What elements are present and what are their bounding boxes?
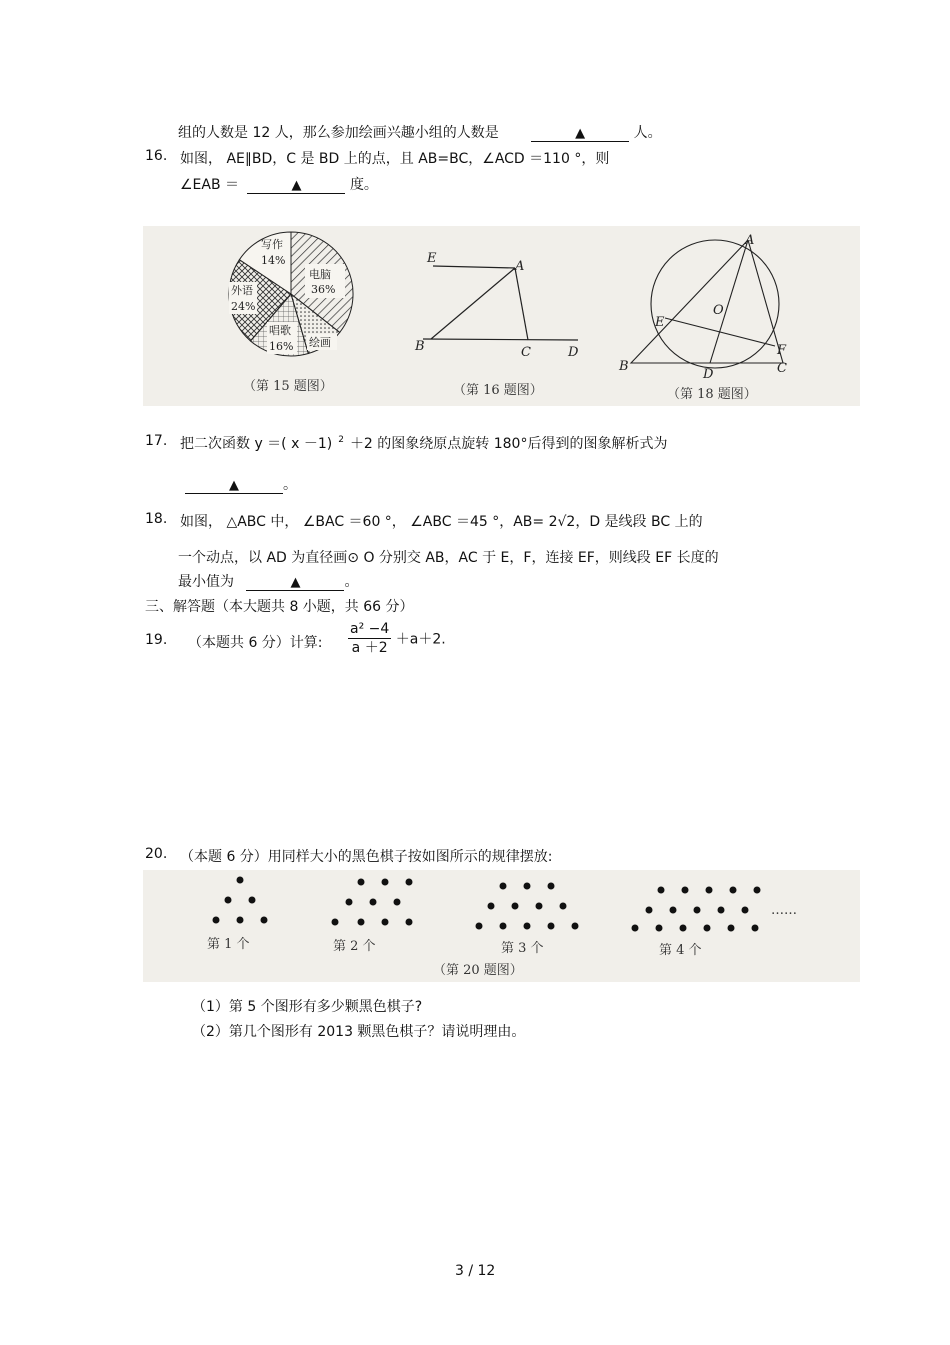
pie-pct-computer: 36%: [311, 283, 336, 296]
fig20-piece: [332, 919, 339, 926]
fig20-piece: [358, 919, 365, 926]
fig20-piece: [548, 923, 555, 930]
q19-expression: [348, 620, 446, 657]
pie-chart: [229, 232, 353, 394]
q19-fraction: [348, 620, 391, 657]
fig18-point-O: O: [713, 303, 724, 318]
caption-fig20: （第 20 题图）: [433, 963, 523, 978]
caption-fig15: （第 15 题图）: [243, 379, 333, 394]
q19-numerator: a² −4: [350, 621, 390, 637]
pie-label-singing: 唱歌: [269, 324, 291, 337]
figure-18: [631, 240, 783, 368]
fig20-piece: [406, 879, 413, 886]
fig20-piece: [524, 883, 531, 890]
fig18-point-C: C: [777, 361, 787, 376]
fig20-piece: [358, 879, 365, 886]
fig18-point-D: D: [703, 367, 714, 382]
q16-line2: [180, 174, 378, 194]
fig20-piece: [632, 925, 639, 932]
fig20-piece: [670, 907, 677, 914]
fig20-piece: [406, 919, 413, 926]
fig20-piece: [704, 925, 711, 932]
q18-min-label: 最小值为: [178, 574, 234, 590]
fig20-piece: [500, 923, 507, 930]
fig20-ellipsis: ……: [771, 903, 797, 918]
fig20-piece: [656, 925, 663, 932]
fig20-piece: [718, 907, 725, 914]
fig20-piece: [572, 923, 579, 930]
fig20-piece: [754, 887, 761, 894]
q17-text2: ＋2 的图象绕原点旋转 180°后得到的图象解析式为: [349, 436, 668, 452]
fig16-point-A: A: [515, 259, 525, 274]
fig20-piece: [730, 887, 737, 894]
fig20-label-3: 第 3 个: [501, 941, 544, 956]
figures-15-16-18: [143, 226, 860, 406]
q19-tail: ＋a＋2.: [395, 631, 446, 648]
figure-20-svg: [143, 870, 860, 982]
q18-text: 如图， △ABC 中， ∠BAC ＝60 °， ∠ABC ＝45 °，AB= 2√2，D 是线段 BC 上的: [180, 514, 703, 530]
q17-text: 把二次函数 y ＝( x －1): [180, 436, 333, 452]
q20-number: 20.: [145, 846, 168, 862]
fig20-label-2: 第 2 个: [333, 939, 376, 954]
fig20-piece: [706, 887, 713, 894]
q17-answer-line: [185, 474, 297, 494]
fig20-piece: [225, 897, 232, 904]
fig20-piece: [646, 907, 653, 914]
fig20-piece: [680, 925, 687, 932]
q15-tail-line: [178, 122, 662, 142]
q15-unit: 人。: [633, 125, 662, 141]
fig20-piece: [742, 907, 749, 914]
fig18-point-B: B: [619, 359, 629, 374]
fig16-point-C: C: [521, 345, 531, 360]
q18-line2: 一个动点，以 AD 为直径画⊙ O 分别交 AB，AC 于 E，F，连接 EF，则线段 EF 长度的: [178, 550, 719, 566]
q19-denominator: a ＋2: [351, 640, 388, 656]
answer-blank: ▲: [246, 575, 344, 591]
page-number: 3 / 12: [455, 1263, 496, 1279]
q19-text: （本题共 6 分）计算:: [188, 635, 323, 651]
fig20-piece: [237, 877, 244, 884]
fig20-piece: [213, 917, 220, 924]
fig16-point-E: E: [427, 251, 437, 266]
fig20-piece: [370, 899, 377, 906]
q17-number: 17.: [145, 433, 168, 449]
caption-fig18: （第 18 题图）: [667, 387, 757, 402]
fig20-piece: [261, 917, 268, 924]
pie-pct-foreign: 24%: [231, 300, 256, 313]
fig20-piece: [476, 923, 483, 930]
pie-label-foreign: 外语: [231, 284, 253, 297]
q18-line3: [178, 571, 358, 591]
fig20-label-4: 第 4 个: [659, 943, 702, 958]
caption-fig16: （第 16 题图）: [453, 383, 543, 398]
fig20-piece: [752, 925, 759, 932]
q17-line1: [180, 433, 667, 453]
fig20-label-1: 第 1 个: [207, 937, 250, 952]
pie-pct-writing: 14%: [261, 254, 286, 267]
q17-exponent: 2: [338, 435, 344, 446]
pie-label-writing: 写作: [261, 238, 283, 251]
fig20-piece: [548, 883, 555, 890]
figure-20: [143, 870, 860, 982]
fig20-piece: [237, 917, 244, 924]
fig16-point-D: D: [568, 345, 579, 360]
q18-number: 18.: [145, 511, 168, 527]
fig20-piece: [500, 883, 507, 890]
fig18-point-F: F: [777, 343, 787, 358]
q17-end: 。: [283, 477, 297, 493]
pie-pct-singing: 16%: [269, 340, 294, 353]
q16-text: 如图， AE∥BD，C 是 BD 上的点，且 AB=BC，∠ACD ＝110 °，则: [180, 151, 610, 167]
answer-blank: ▲: [247, 178, 345, 194]
q16-number: 16.: [145, 148, 168, 164]
fig20-piece: [249, 897, 256, 904]
pie-label-computer: 电脑: [309, 268, 331, 281]
fig20-piece: [512, 903, 519, 910]
fig20-piece: [382, 919, 389, 926]
fig20-piece: [694, 907, 701, 914]
fig18-point-E: E: [655, 315, 665, 330]
fig20-piece: [382, 879, 389, 886]
fig20-piece: [346, 899, 353, 906]
figure-16: [423, 266, 578, 340]
q20-text: （本题 6 分）用同样大小的黑色棋子按如图所示的规律摆放:: [180, 849, 553, 865]
fig20-piece: [394, 899, 401, 906]
fig20-piece: [536, 903, 543, 910]
fig20-piece: [560, 903, 567, 910]
fig20-piece: [488, 903, 495, 910]
fig20-piece: [524, 923, 531, 930]
q18-end: 。: [344, 574, 359, 590]
answer-blank: ▲: [531, 126, 629, 142]
fig20-piece: [728, 925, 735, 932]
q16-unit: 度。: [349, 177, 378, 193]
q20-sub2: （2）第几个图形有 2013 颗黑色棋子？请说明理由。: [192, 1024, 526, 1040]
fig20-piece: [682, 887, 689, 894]
fig20-piece: [658, 887, 665, 894]
fig16-point-B: B: [415, 339, 425, 354]
fig18-point-A: A: [745, 233, 755, 248]
pie-label-drawing: 绘画: [309, 336, 331, 349]
answer-blank: ▲: [185, 478, 283, 494]
q19-number: 19.: [145, 632, 168, 648]
q15-tail-text: 组的人数是 12 人，那么参加绘画兴趣小组的人数是: [178, 125, 499, 141]
q16-angle-label: ∠EAB ＝: [180, 177, 240, 193]
section-3-heading: 三、解答题（本大题共 8 小题，共 66 分）: [145, 599, 414, 615]
q20-sub1: （1）第 5 个图形有多少颗黑色棋子?: [192, 999, 423, 1015]
